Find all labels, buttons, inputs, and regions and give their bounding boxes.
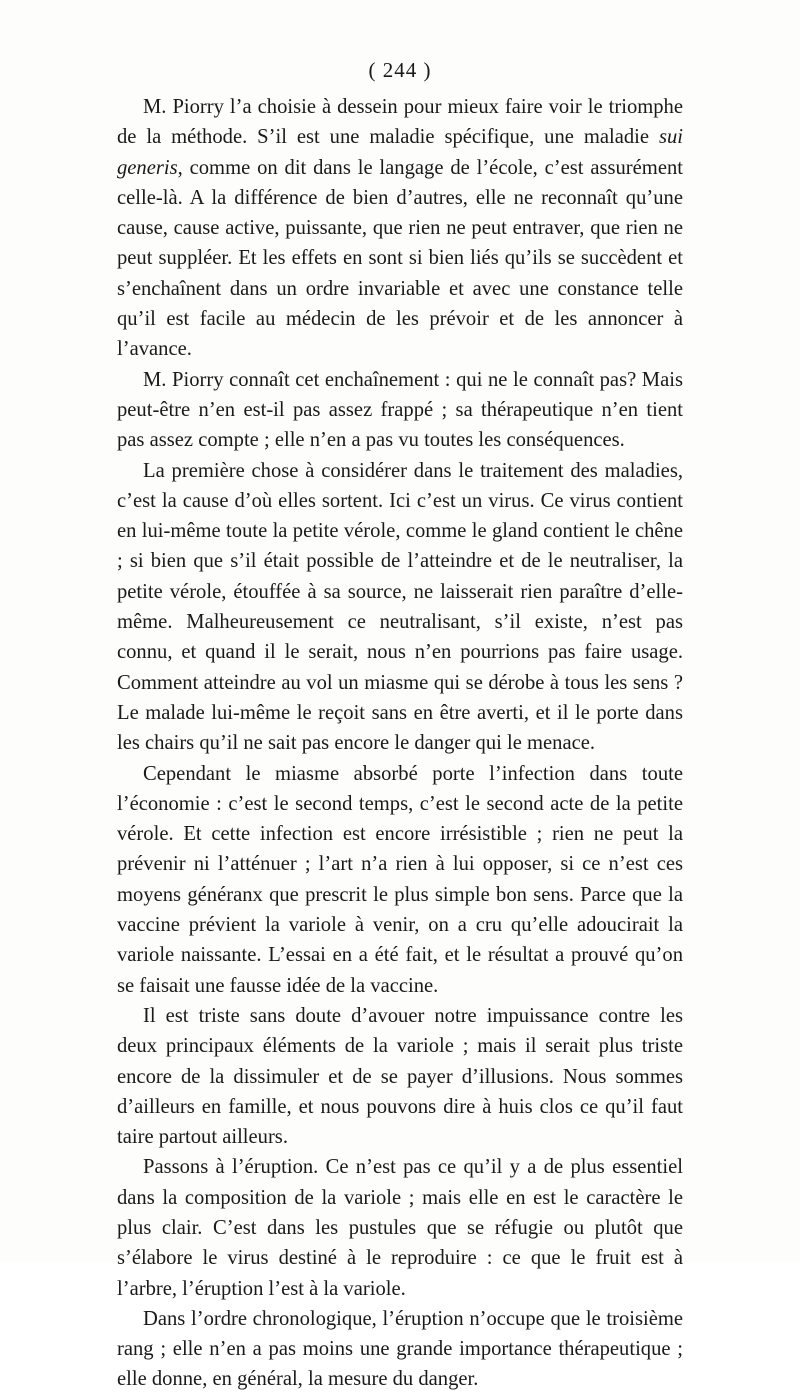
paragraph-1-text-start: M. Piorry l’a choisie à dessein pour mieux faire voir le triomphe de la méthode. S’il est une maladie spécifique, une maladie [117, 96, 683, 149]
paragraph-7: Dans l’ordre chronologique, l’éruption n’occupe que le troisième rang ; elle n’en a pas moins une grande importance thérapeutique ; elle donne, en général, la mesure du danger. [117, 1307, 683, 1391]
paragraph-1-italic-phrase: sui generis [117, 126, 683, 179]
paragraph-3: La première chose à considérer dans le traitement des maladies, c’est la cause d’où elles sortent. Ici c’est un virus. Ce virus contient en lui-même toute la petite vérole, comme le gland contient le chêne ; si bien que s’il était possible de l’atteindre et de le neutraliser, la petite vérole, étouffée à sa source, ne laisserait rien paraître d’elle-même. Malheureusement ce neutralisant, s’il existe, n’est pas connu, et quand il le serait, nous n’en pourrions pas faire usage. Comment atteindre au vol un miasme qui se dérobe à tous les sens ? Le malade lui-même le reçoit sans en être averti, et il le porte dans les chairs qu’il ne sait pas encore le danger qui le menace. [117, 459, 683, 755]
paragraph-1 [117, 92, 683, 365]
paragraph-1-text-end: , comme on dit dans le langage de l’école, c’est assurément celle-là. A la différence de bien d’autres, elle ne reconnaît qu’une cause, cause active, puissante, que rien ne peut entraver, que rien ne peut suppléer. Et les effets en sont si bien liés qu’ils se succèdent et s’enchaînent dans un ordre invariable et avec une constance telle qu’il est facile au médecin de les prévoir et de les annoncer à l’avance. [117, 156, 683, 361]
paragraph-2: M. Piorry connaît cet enchaînement : qui ne le connaît pas? Mais peut-être n’en est-il pas assez frappé ; sa thérapeutique n’en tient pas assez compte ; elle n’en a pas vu toutes les conséquences. [117, 368, 683, 452]
paragraph-6: Passons à l’éruption. Ce n’est pas ce qu’il y a de plus essentiel dans la composition de la variole ; mais elle en est le caractère le plus clair. C’est dans les pustules que se réfugie ou plutôt que s’élabore le virus destiné à le reproduire : ce que le fruit est à l’arbre, l’éruption l’est à la variole. [117, 1156, 683, 1300]
page-number: ( 244 ) [368, 58, 432, 82]
body-text [117, 92, 683, 1395]
paragraph-5: Il est triste sans doute d’avouer notre impuissance contre les deux principaux éléments de la variole ; mais il serait plus triste encore de la dissimuler et de se payer d’illusions. Nous sommes d’ailleurs en famille, et nous pouvons dire à huis clos ce qu’il faut taire partout ailleurs. [117, 1004, 683, 1149]
paragraph-4: Cependant le miasme absorbé porte l’infection dans toute l’économie : c’est le second temps, c’est le second acte de la petite vérole. Et cette infection est encore irrésistible ; rien ne peut la prévenir ni l’atténuer ; l’art n’a rien à lui opposer, si ce n’est ces moyens généranx que prescrit le plus simple bon sens. Parce que la vaccine prévient la variole à venir, on a cru qu’elle adoucirait la variole naissante. L’essai en a été fait, et le résultat a prouvé qu’on se faisait une fausse idée de la vaccine. [117, 762, 683, 997]
